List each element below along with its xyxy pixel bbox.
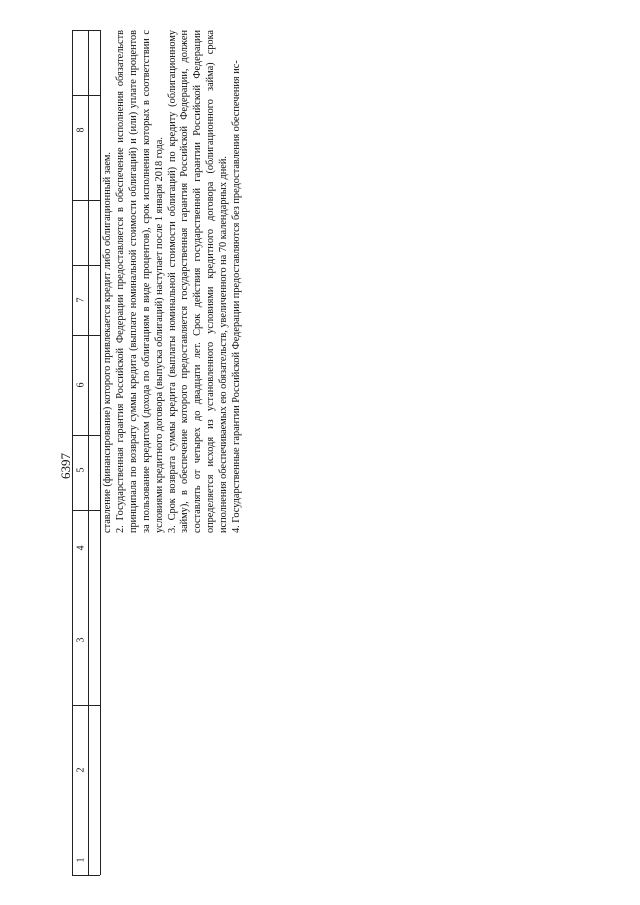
- table-border-left: [72, 30, 73, 875]
- column-divider: [72, 265, 100, 266]
- column-number-2: 2: [75, 767, 87, 773]
- paragraph-3: 3. Срок возврата суммы кредита (выплаты номинальной стоимости облигаций) по кредиту (облигационному займу), в обеспечение которого предоставляется государственная гарантия Российской Федерации, должен составлять от четырех до двадцати лет. Срок действия государственной гарантии Российской Федерации определяется исходя из установленного условиями кредитного договора (облигационного займа) срока исполнения обеспечиваемых ею обязательств, увеличенного на 70 календарных дней.: [166, 30, 230, 533]
- column-number-6: 6: [75, 382, 87, 388]
- column-divider: [72, 200, 100, 201]
- paragraph-2: 2. Государственная гарантия Российской Федерации предоставляется в обеспечение исполнения обязательств принципала по возврату суммы кредита (выплате номинальной стоимости облигаций) и (или) уплате процентов за пользование кредитом (дохода по облигациям в виде процентов), срок исполнения которых в соответствии с условиями кредитного договора (выпуска облигаций) наступает после 1 января 2018 года.: [114, 30, 165, 533]
- column-number-5: 5: [75, 467, 87, 473]
- column-number-8: 8: [75, 127, 87, 133]
- table-border-right: [100, 30, 101, 875]
- page-number: 6397: [58, 453, 73, 479]
- column-divider: [72, 95, 100, 96]
- table-border-bottom: [72, 875, 100, 876]
- column-divider: [72, 705, 100, 706]
- paragraph-1: ставление (финансирование) которого привлекается кредит либо облигационный заем.: [102, 151, 113, 533]
- column-8-text: [102, 30, 617, 533]
- column-number-4: 4: [75, 545, 87, 551]
- paragraph-4: 4. Государственные гарантии Российской Федерации предоставляются без предоставления обеспечения ис-: [231, 60, 243, 533]
- table-border-top: [72, 30, 100, 31]
- column-8-cell: [102, 30, 617, 533]
- column-number-1: 1: [75, 857, 87, 863]
- column-divider: [72, 435, 100, 436]
- header-row-divider: [88, 30, 89, 875]
- column-number-7: 7: [75, 297, 87, 303]
- column-divider: [72, 335, 100, 336]
- column-divider: [72, 510, 100, 511]
- column-number-3: 3: [75, 637, 87, 643]
